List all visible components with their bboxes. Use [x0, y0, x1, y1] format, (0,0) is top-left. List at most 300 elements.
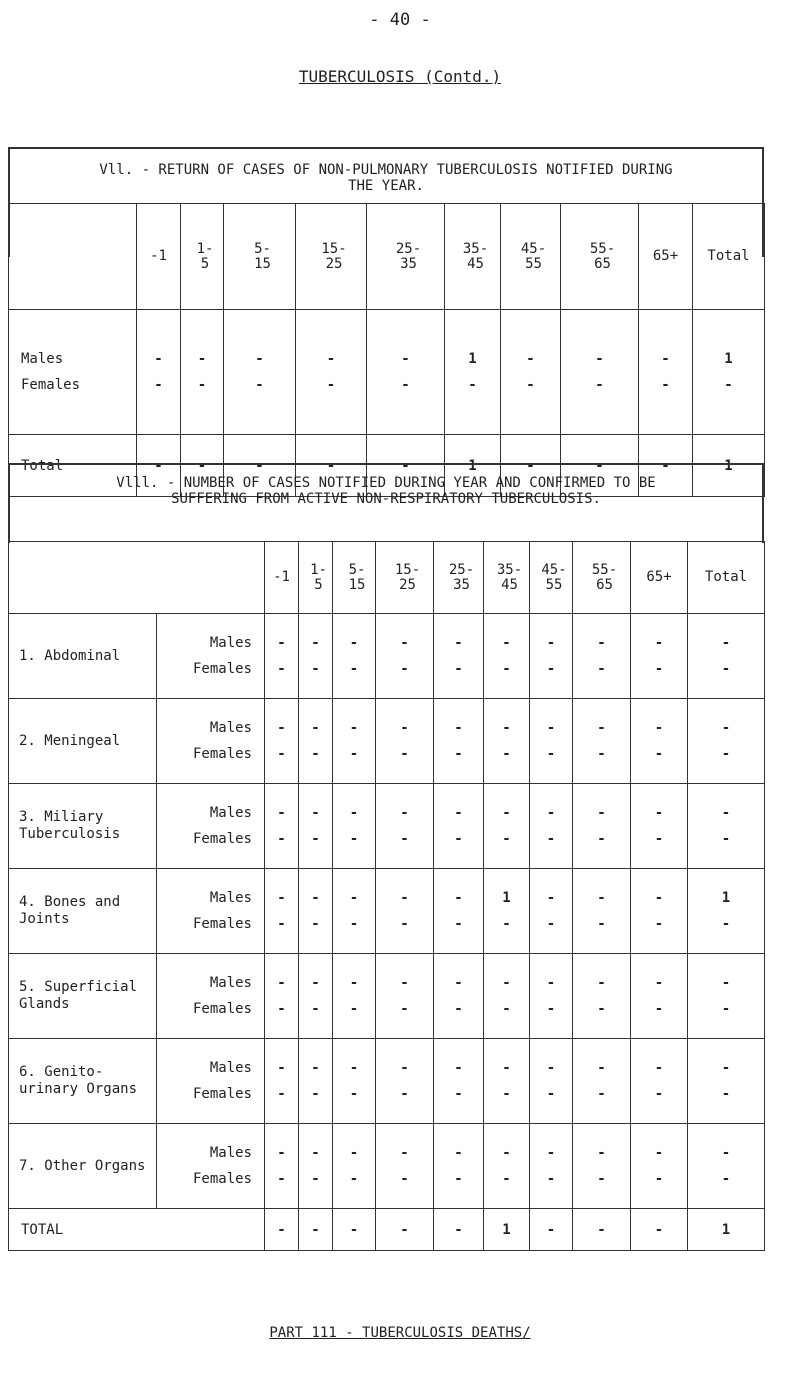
section-8-total-row: [9, 1209, 765, 1251]
value-cell: [333, 869, 376, 954]
males-value: -: [277, 1145, 286, 1161]
value-cell: [631, 614, 688, 699]
males-label: Males: [209, 1060, 252, 1076]
age-header: [299, 542, 333, 614]
females-value: -: [349, 831, 359, 847]
value-cell: [376, 1039, 434, 1124]
value-cell: [333, 1039, 376, 1124]
females-value: -: [502, 1171, 511, 1187]
males-value: -: [546, 1060, 556, 1076]
total-value: -: [631, 1209, 688, 1251]
section-8-heading-box: [8, 463, 764, 543]
females-value: -: [454, 661, 463, 677]
females-value: -: [349, 916, 359, 932]
females-value: -: [721, 1171, 731, 1187]
category-label: 2. Meningeal: [9, 699, 157, 784]
age-header-line1: 45-: [541, 561, 567, 578]
value: 1: [724, 351, 733, 367]
value: -: [154, 377, 163, 393]
females-value: -: [654, 661, 664, 677]
age-header: [181, 204, 224, 310]
females-value: -: [546, 1086, 556, 1102]
age-header: [296, 204, 367, 310]
females-value: -: [502, 916, 511, 932]
males-label: Males: [209, 1145, 252, 1161]
value-cell: [484, 699, 530, 784]
value: 1: [468, 351, 477, 367]
males-value: -: [721, 635, 731, 651]
females-value: -: [400, 1001, 409, 1017]
age-header-line2: 55: [545, 576, 563, 593]
value-cell: [367, 310, 445, 435]
males-value: -: [311, 720, 320, 736]
value-cell: [573, 784, 631, 869]
females-label: Females: [192, 831, 252, 847]
page-number: - 40 -: [369, 10, 431, 30]
males-value: -: [502, 1145, 511, 1161]
females-label: Females: [192, 1001, 252, 1017]
males-value: -: [597, 635, 606, 651]
age-header: [688, 542, 765, 614]
age-header-line2: 5: [200, 255, 210, 272]
females-value: -: [654, 1001, 664, 1017]
females-value: -: [400, 746, 409, 762]
section-7-heading: [10, 149, 762, 194]
total-value: -: [501, 435, 561, 497]
category-row: [9, 1124, 765, 1209]
females-value: -: [654, 916, 664, 932]
females-value: -: [277, 916, 286, 932]
males-value: -: [454, 805, 463, 821]
males-value: -: [277, 635, 286, 651]
value-cell: [376, 784, 434, 869]
value-cell: [265, 1124, 299, 1209]
value-cell: [265, 614, 299, 699]
females-value: -: [311, 1171, 320, 1187]
females-value: -: [454, 746, 463, 762]
males-value: -: [597, 1060, 606, 1076]
males-label: Males: [209, 975, 252, 991]
value: -: [661, 351, 670, 367]
males-value: -: [502, 635, 511, 651]
age-header-line1: 45-: [520, 240, 547, 257]
value-cell: [530, 614, 573, 699]
section-8-heading-line2: SUFFERING FROM ACTIVE NON-RESPIRATORY TUBERCULOSIS.: [171, 491, 601, 507]
males-value: -: [502, 1060, 511, 1076]
females-value: -: [546, 1171, 556, 1187]
males-value: -: [654, 1060, 664, 1076]
value-cell: [376, 869, 434, 954]
females-value: -: [400, 661, 409, 677]
age-header-line1: 1-: [196, 240, 214, 257]
category-row: [9, 869, 765, 954]
section-7-table: [8, 203, 765, 497]
value-cell: [631, 699, 688, 784]
age-header-line1: 1-: [310, 561, 327, 578]
age-header-line1: 25-: [448, 561, 475, 578]
value-cell: [484, 1124, 530, 1209]
value-cell: [631, 869, 688, 954]
males-label: Males: [209, 720, 252, 736]
age-header-line1: 55-: [591, 561, 618, 578]
age-header-line1: 35-: [462, 240, 489, 257]
females-value: -: [400, 1086, 409, 1102]
females-value: -: [546, 916, 556, 932]
males-label: Males: [209, 805, 252, 821]
value-cell: [265, 784, 299, 869]
females-value: -: [454, 831, 463, 847]
value-cell: [484, 1039, 530, 1124]
age-header-line1: Total: [707, 248, 750, 264]
total-value: -: [299, 1209, 333, 1251]
value-cell: [434, 699, 484, 784]
value-cell: [484, 614, 530, 699]
sex-labels: [157, 1039, 265, 1124]
value-cell: [181, 310, 224, 435]
females-value: -: [454, 1171, 463, 1187]
category-row: [9, 1039, 765, 1124]
age-header: [376, 542, 434, 614]
females-value: -: [277, 1001, 286, 1017]
value-cell: [333, 784, 376, 869]
females-value: -: [349, 1086, 359, 1102]
females-value: -: [454, 916, 463, 932]
total-value: 1: [688, 1209, 765, 1251]
age-header-line1: 15-: [321, 240, 347, 257]
males-value: -: [454, 1060, 463, 1076]
value-cell: [299, 784, 333, 869]
females-value: -: [502, 746, 511, 762]
age-header-line1: -1: [150, 248, 167, 264]
males-value: -: [311, 975, 320, 991]
males-value: -: [721, 720, 731, 736]
value-cell: [484, 784, 530, 869]
males-value: -: [721, 1145, 731, 1161]
value-cell: [299, 869, 333, 954]
females-value: -: [311, 831, 320, 847]
total-value: -: [434, 1209, 484, 1251]
total-value: -: [333, 1209, 376, 1251]
value-cell: [688, 614, 765, 699]
sex-labels: [157, 869, 265, 954]
males-value: -: [546, 1145, 556, 1161]
value-cell: [224, 310, 296, 435]
value-cell: [501, 310, 561, 435]
age-header: [530, 542, 573, 614]
age-header: [445, 204, 501, 310]
males-value: -: [400, 635, 409, 651]
females-label: Females: [192, 661, 252, 677]
page-title: TUBERCULOSIS (Contd.): [298, 67, 502, 86]
males-value: -: [277, 805, 286, 821]
males-value: -: [400, 1060, 409, 1076]
males-value: -: [277, 890, 286, 906]
value-cell: [333, 954, 376, 1039]
males-value: -: [454, 720, 463, 736]
males-value: -: [311, 1060, 320, 1076]
females-value: -: [311, 1086, 320, 1102]
sex-labels: [157, 954, 265, 1039]
females-value: -: [454, 1086, 463, 1102]
females-value: -: [654, 1086, 664, 1102]
females-value: -: [277, 661, 286, 677]
category-label: 5. Superficial Glands: [9, 954, 157, 1039]
females-value: -: [597, 916, 606, 932]
males-value: -: [654, 890, 664, 906]
value-cell: [573, 699, 631, 784]
section-8-corner-cell: [9, 542, 265, 614]
value-cell: [573, 954, 631, 1039]
males-value: -: [349, 635, 359, 651]
females-value: -: [502, 831, 511, 847]
females-value: -: [400, 831, 409, 847]
total-value: 1: [445, 435, 501, 497]
age-header-line2: 15: [254, 255, 271, 272]
value-cell: [265, 699, 299, 784]
males-value: -: [502, 975, 511, 991]
males-value: -: [400, 975, 409, 991]
males-value: -: [400, 890, 409, 906]
value-cell: [631, 784, 688, 869]
age-header-line2: 65: [594, 255, 611, 272]
total-value: -: [561, 435, 639, 497]
section-7-corner-cell: [9, 204, 137, 310]
age-header: [561, 204, 639, 310]
females-value: -: [546, 746, 556, 762]
value-cell: [530, 869, 573, 954]
total-value: 1: [693, 435, 765, 497]
value-cell: [445, 310, 501, 435]
males-value: -: [454, 975, 463, 991]
value-cell: [434, 784, 484, 869]
total-value: -: [296, 435, 367, 497]
total-value: -: [573, 1209, 631, 1251]
total-value: -: [376, 1209, 434, 1251]
section-7-body-row: [9, 310, 765, 435]
value-cell: [299, 954, 333, 1039]
age-header: [501, 204, 561, 310]
total-value: -: [265, 1209, 299, 1251]
category-row: [9, 614, 765, 699]
females-value: -: [277, 746, 286, 762]
value-cell: [434, 1124, 484, 1209]
sex-labels: [157, 784, 265, 869]
males-value: -: [597, 805, 606, 821]
value-cell: [573, 1124, 631, 1209]
females-value: -: [277, 1171, 286, 1187]
males-value: -: [277, 1060, 286, 1076]
age-header: [631, 542, 688, 614]
males-value: -: [546, 890, 556, 906]
females-value: -: [546, 661, 556, 677]
males-value: -: [454, 890, 463, 906]
value-cell: [688, 1124, 765, 1209]
section-8-table: [8, 541, 765, 1251]
males-label: Males: [209, 890, 252, 906]
value-cell: [299, 614, 333, 699]
males-value: -: [454, 635, 463, 651]
females-label: Females: [192, 916, 252, 932]
males-value: -: [400, 1145, 409, 1161]
value-cell: [573, 614, 631, 699]
males-value: 1: [721, 890, 731, 906]
males-value: -: [597, 975, 606, 991]
value-cell: [299, 699, 333, 784]
males-value: -: [654, 975, 664, 991]
females-value: -: [277, 831, 286, 847]
age-header-line2: 45: [501, 576, 518, 593]
females-value: -: [597, 1171, 606, 1187]
females-value: -: [597, 1001, 606, 1017]
age-header-line2: 35: [400, 255, 417, 272]
value-cell: [639, 310, 693, 435]
value: -: [326, 351, 336, 367]
females-value: -: [400, 916, 409, 932]
value: -: [595, 377, 604, 393]
males-value: -: [454, 1145, 463, 1161]
age-header: [367, 204, 445, 310]
section-7-header-row: [9, 204, 765, 310]
value-cell: [333, 614, 376, 699]
males-value: -: [502, 720, 511, 736]
value: -: [197, 351, 207, 367]
value-cell: [296, 310, 367, 435]
value: -: [468, 377, 477, 393]
age-header-line2: 15: [348, 576, 366, 593]
sex-labels: [157, 1124, 265, 1209]
category-row: [9, 954, 765, 1039]
value: -: [255, 377, 264, 393]
females-value: -: [349, 1171, 359, 1187]
males-value: 1: [502, 890, 511, 906]
females-value: -: [721, 916, 731, 932]
males-label: Males: [209, 635, 252, 651]
males-value: -: [400, 805, 409, 821]
total-value: -: [639, 435, 693, 497]
age-header: [265, 542, 299, 614]
age-header-line2: 25: [325, 255, 343, 272]
females-value: -: [349, 746, 359, 762]
females-value: -: [546, 1001, 556, 1017]
section-7-heading-line2: THE YEAR.: [348, 178, 424, 194]
value-cell: [434, 1039, 484, 1124]
value-cell: [376, 1124, 434, 1209]
value-cell: [333, 699, 376, 784]
age-header-line1: 5-: [348, 561, 366, 578]
footer-continuation: PART 111 - TUBERCULOSIS DEATHS/: [269, 1325, 531, 1341]
value-cell: [693, 310, 765, 435]
value-cell: [265, 954, 299, 1039]
males-value: -: [349, 720, 359, 736]
total-label: Total: [9, 435, 137, 497]
age-header: [693, 204, 765, 310]
males-value: -: [654, 1145, 664, 1161]
age-header: [224, 204, 296, 310]
value-cell: [573, 1039, 631, 1124]
category-row: [9, 699, 765, 784]
females-value: -: [311, 1001, 320, 1017]
total-value: 1: [484, 1209, 530, 1251]
females-value: -: [502, 1086, 511, 1102]
males-value: -: [597, 890, 606, 906]
category-label: 7. Other Organs: [9, 1124, 157, 1209]
age-header-line1: 5-: [254, 240, 271, 257]
category-label: 6. Genito-urinary Organs: [9, 1039, 157, 1124]
sex-labels: [157, 614, 265, 699]
females-value: -: [721, 1001, 731, 1017]
females-value: -: [546, 831, 556, 847]
value: -: [326, 377, 336, 393]
total-value: -: [367, 435, 445, 497]
value: -: [724, 377, 733, 393]
females-value: -: [597, 1086, 606, 1102]
age-header: [573, 542, 631, 614]
males-value: -: [597, 720, 606, 736]
value-cell: [434, 869, 484, 954]
value-cell: [631, 954, 688, 1039]
value-cell: [137, 310, 181, 435]
females-value: -: [277, 1086, 286, 1102]
males-value: -: [721, 805, 731, 821]
males-value: -: [654, 805, 664, 821]
value-cell: [688, 699, 765, 784]
males-value: -: [654, 635, 664, 651]
value: -: [255, 351, 264, 367]
age-header-line1: 55-: [589, 240, 616, 257]
value-cell: [484, 869, 530, 954]
females-value: -: [721, 831, 731, 847]
females-value: -: [654, 831, 664, 847]
value-cell: [376, 699, 434, 784]
females-value: -: [311, 916, 320, 932]
males-value: -: [349, 890, 359, 906]
value: -: [197, 377, 207, 393]
males-value: -: [597, 1145, 606, 1161]
value: -: [154, 351, 163, 367]
age-header-line2: 65: [596, 576, 613, 593]
females-value: -: [721, 661, 731, 677]
age-header-line1: 65+: [646, 569, 672, 585]
males-value: -: [277, 975, 286, 991]
males-value: -: [546, 805, 556, 821]
females-value: -: [454, 1001, 463, 1017]
category-label: 1. Abdominal: [9, 614, 157, 699]
females-value: -: [502, 1001, 511, 1017]
section-7-heading-line1: Vll. - RETURN OF CASES OF NON-PULMONARY TUBERCULOSIS NOTIFIED DURING: [99, 162, 673, 178]
value-cell: [299, 1124, 333, 1209]
males-value: -: [311, 635, 320, 651]
section-8-header-row: [9, 542, 765, 614]
males-value: -: [654, 720, 664, 736]
value-cell: [299, 1039, 333, 1124]
value: -: [526, 351, 535, 367]
females-label: Females: [192, 1086, 252, 1102]
males-value: -: [546, 720, 556, 736]
age-header-line2: 25: [399, 576, 416, 593]
females-value: -: [502, 661, 511, 677]
males-value: -: [349, 1145, 359, 1161]
age-header: [484, 542, 530, 614]
females-value: -: [654, 1171, 664, 1187]
value-cell: [530, 1039, 573, 1124]
females-value: -: [400, 1171, 409, 1187]
females-value: -: [311, 746, 320, 762]
value-cell: [631, 1039, 688, 1124]
value-cell: [265, 869, 299, 954]
value-cell: [561, 310, 639, 435]
total-label: TOTAL: [9, 1209, 265, 1251]
value-cell: [333, 1124, 376, 1209]
